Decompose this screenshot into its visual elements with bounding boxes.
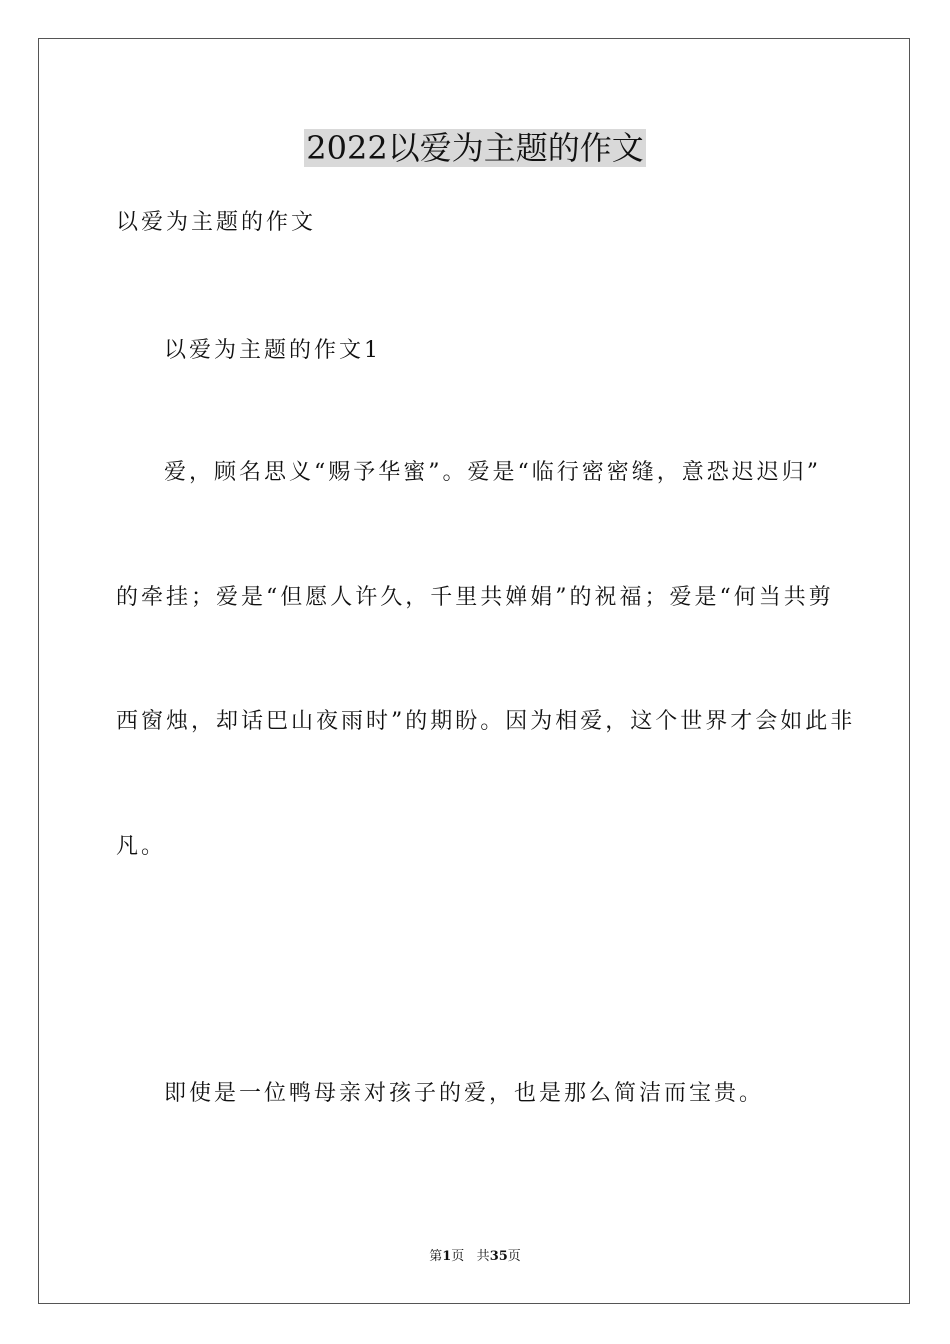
page-footer: [0, 1248, 950, 1266]
paragraph-line: 爱，顾名思义“赐予华蜜”。爱是“临行密密缝，意恐迟迟归”: [164, 460, 821, 485]
document-subtitle: 以爱为主题的作文: [116, 210, 317, 235]
footer-total-pages: 35: [489, 1249, 508, 1264]
document-title-text: 2022以爱为主题的作文: [306, 129, 644, 167]
footer-page-prefix: 第: [429, 1249, 443, 1264]
footer-page-number: 1: [442, 1249, 452, 1264]
paragraph-line: 凡。: [116, 834, 167, 859]
footer-page-suffix: 页: [451, 1249, 465, 1264]
document-title: [0, 128, 950, 168]
section-heading: 以爱为主题的作文1: [164, 338, 381, 363]
paragraph-line: 的牵挂；爱是“但愿人许久，千里共婵娟”的祝福；爱是“何当共剪: [116, 585, 834, 610]
footer-total-prefix: 共: [476, 1249, 490, 1264]
paragraph-line: 即使是一位鸭母亲对孩子的爱，也是那么简洁而宝贵。: [164, 1081, 765, 1106]
paragraph-line: 西窗烛，却话巴山夜雨时”的期盼。因为相爱，这个世界才会如此非: [116, 709, 856, 734]
footer-total-suffix: 页: [507, 1249, 521, 1264]
